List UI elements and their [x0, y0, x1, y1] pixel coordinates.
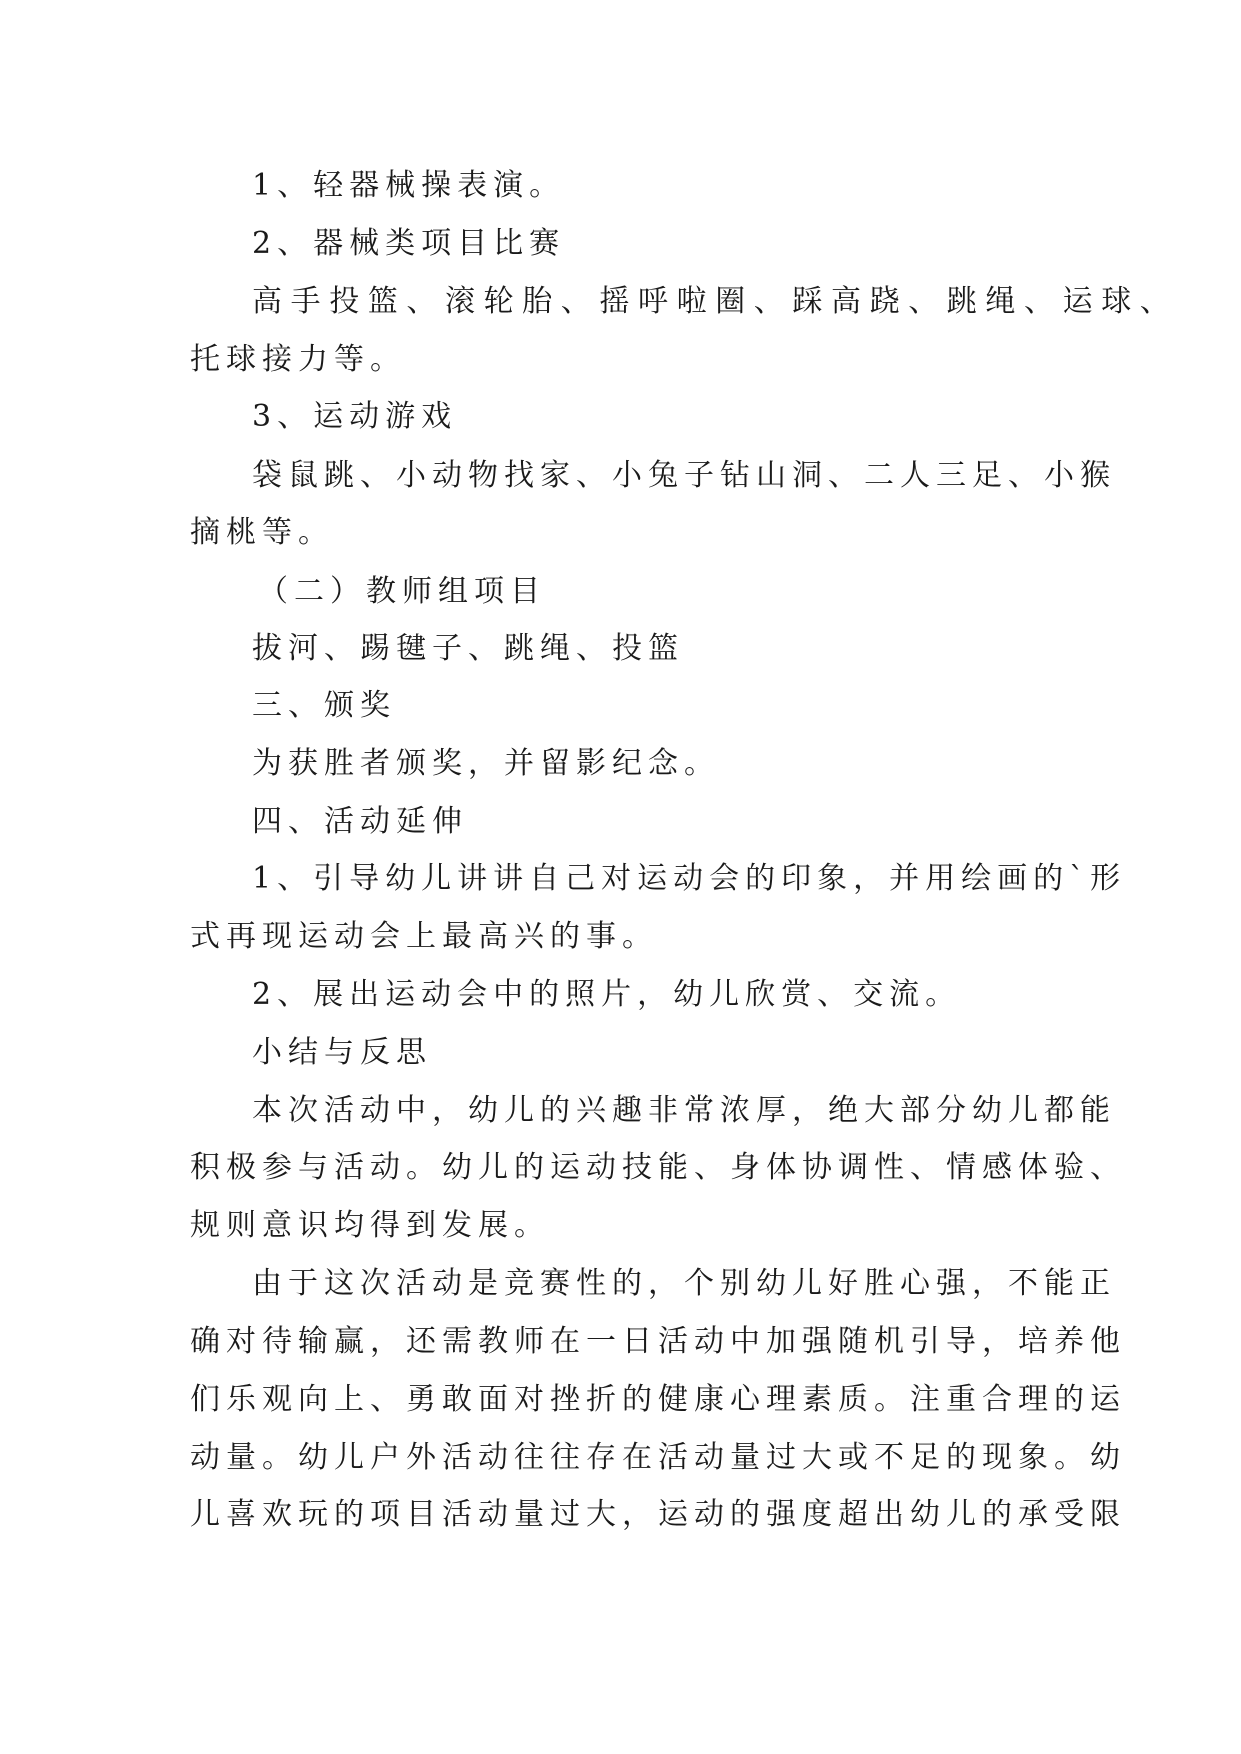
- extension-item-1-line-1: 1、引导幼儿讲讲自己对运动会的印象，并用绘画的`形: [252, 861, 1127, 896]
- section-extension-heading: 四、活动延伸: [252, 804, 468, 839]
- summary-paragraph-1-line-2: 积极参与活动。幼儿的运动技能、身体协调性、情感体验、: [190, 1150, 1126, 1185]
- summary-paragraph-2-line-2: 确对待输赢，还需教师在一日活动中加强随机引导，培养他: [190, 1324, 1126, 1359]
- summary-paragraph-2-line-1: 由于这次活动是竞赛性的，个别幼儿好胜心强，不能正: [252, 1266, 1116, 1301]
- summary-paragraph-2-line-5: 儿喜欢玩的项目活动量过大，运动的强度超出幼儿的承受限: [190, 1497, 1126, 1532]
- extension-item-1-line-2: 式再现运动会上最高兴的事。: [190, 919, 658, 954]
- summary-paragraph-2-line-3: 们乐观向上、勇敢面对挫折的健康心理素质。注重合理的运: [190, 1382, 1126, 1417]
- summary-paragraph-2-line-4: 动量。幼儿户外活动往往存在活动量过大或不足的现象。幼: [190, 1440, 1126, 1475]
- awards-text: 为获胜者颁奖，并留影纪念。: [252, 746, 720, 781]
- section-awards-heading: 三、颁奖: [252, 688, 396, 723]
- equipment-list-line-1: 高手投篮、滚轮胎、摇呼啦圈、踩高跷、跳绳、运球、: [252, 284, 1179, 319]
- teacher-group-heading: （二）教师组项目: [258, 574, 546, 609]
- item-sports-games: 3、运动游戏: [252, 399, 458, 434]
- item-light-equipment: 1、轻器械操表演。: [252, 168, 566, 203]
- summary-paragraph-1-line-3: 规则意识均得到发展。: [190, 1208, 550, 1243]
- summary-paragraph-1-line-1: 本次活动中，幼儿的兴趣非常浓厚，绝大部分幼儿都能: [252, 1093, 1116, 1128]
- equipment-list-line-2: 托球接力等。: [190, 342, 406, 377]
- games-list-line-2: 摘桃等。: [190, 515, 334, 550]
- games-list-line-1: 袋鼠跳、小动物找家、小兔子钻山洞、二人三足、小猴: [252, 458, 1116, 493]
- summary-heading: 小结与反思: [252, 1035, 432, 1070]
- item-equipment-competition: 2、器械类项目比赛: [252, 226, 566, 261]
- teacher-group-items: 拔河、踢毽子、跳绳、投篮: [252, 631, 684, 666]
- extension-item-2: 2、展出运动会中的照片，幼儿欣赏、交流。: [252, 977, 962, 1012]
